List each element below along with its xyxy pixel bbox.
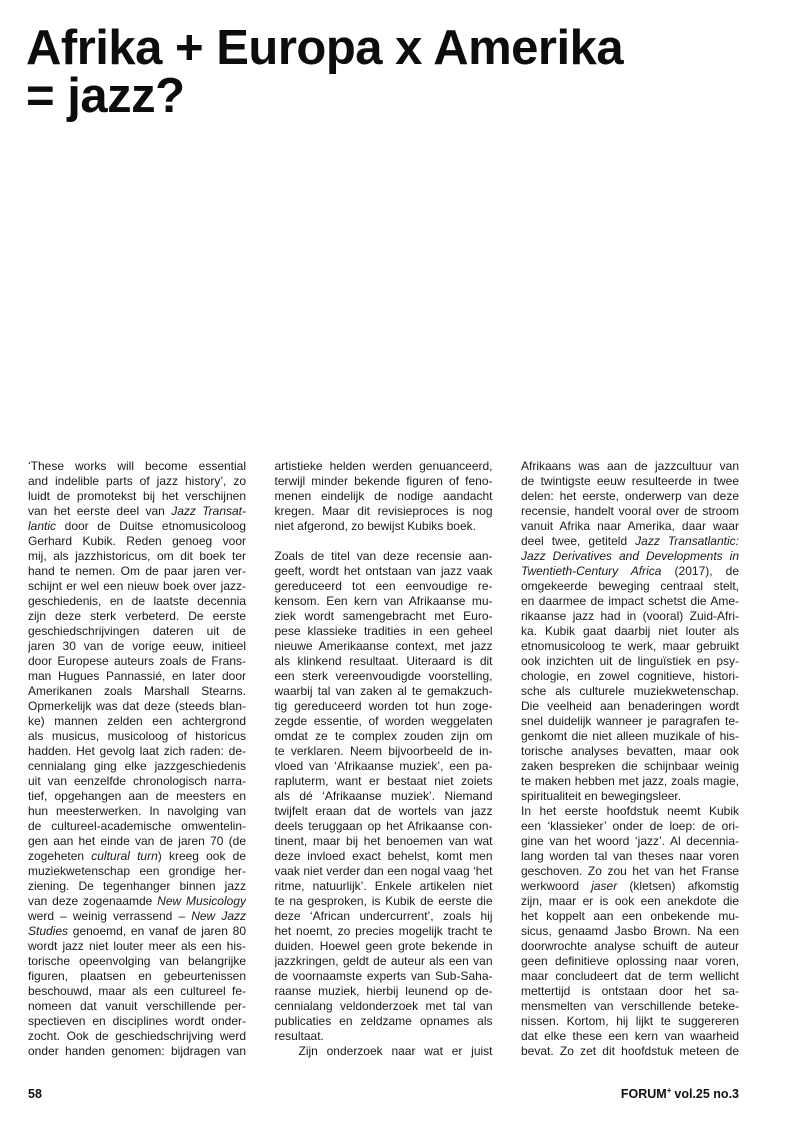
text-segment: beschouwd, maar als een cultureel fe-: [28, 984, 246, 998]
text-segment: geschiedenis, en de laatste decennia: [28, 594, 246, 608]
text-column-1: [28, 459, 246, 1059]
text-segment: nieuwe Amerikaanse context, met jazz: [274, 639, 493, 653]
article-title: [26, 21, 624, 123]
text-line: [521, 879, 739, 894]
text-line: [521, 864, 739, 879]
text-line: [275, 789, 493, 804]
text-line: [28, 939, 246, 954]
text-segment: en daarmee de impact schetst die Ame-: [521, 594, 739, 608]
text-segment: sicus, genaamd Jasbo Brown. Na een: [521, 924, 739, 938]
text-line: [28, 504, 246, 519]
text-segment: spiritualiteit en bewegingsleer.: [521, 789, 682, 803]
journal-plus-mark: +: [666, 1086, 672, 1095]
text-segment: lang worden tal van theses naar voren: [521, 849, 739, 863]
text-line: [521, 729, 739, 744]
text-segment: niet afgerond, zo bewijst Kubiks boek.: [274, 519, 476, 533]
text-segment: Gerhard Kubik. Reden genoeg voor: [28, 534, 246, 548]
text-line: [275, 999, 493, 1014]
text-segment: de twintigste eeuw resulteerde in twee: [521, 474, 739, 488]
text-segment: ) kreeg ook de: [157, 849, 246, 863]
text-segment: waarbij tal van zaken al te gemakzuch-: [274, 684, 493, 698]
text-line: [28, 759, 246, 774]
text-line: [28, 579, 246, 594]
text-segment: raanse muziek, hierbij leunend op de-: [274, 984, 493, 998]
text-segment: uit van eenzelfde chronologisch narra-: [28, 774, 246, 788]
text-line: [28, 639, 246, 654]
text-segment: torische opeenvolging van belangrijke: [28, 954, 246, 968]
text-segment: gereduceerd tot een eenvoudige re-: [274, 579, 493, 593]
text-segment: ke) mannen zelden een achtergrond: [28, 714, 246, 728]
text-line: [28, 519, 246, 534]
text-segment: spectieven en disciplines wordt onder-: [28, 1014, 246, 1028]
text-segment: genoemd, en vanaf de jaren 80: [68, 924, 246, 938]
text-line: [521, 504, 739, 519]
text-segment: hand te nemen. Om de paar jaren ver-: [28, 564, 246, 578]
text-line: [28, 999, 246, 1014]
text-line: [521, 474, 739, 489]
text-line: [28, 774, 246, 789]
text-segment: een ‘klassieker’ onder de loep: de ori-: [521, 819, 739, 833]
text-segment: geschiedschrijvingen dateren uit de: [28, 624, 246, 638]
text-segment: zaken bespreken die schijnbaar weinig: [521, 759, 739, 773]
text-segment: figuren, plaatsen en gebeurtenissen: [28, 969, 246, 983]
journal-reference: [621, 1083, 739, 1102]
italic-text-segment: Jazz Derivatives and Developments in: [521, 549, 739, 563]
text-line: [521, 849, 739, 864]
text-line: [28, 849, 246, 864]
text-segment: mensmelten van verschillende beteke-: [521, 999, 739, 1013]
text-line: [521, 534, 739, 549]
text-line: [275, 564, 493, 579]
text-segment: zogeheten: [28, 849, 92, 863]
text-segment: door Europese auteurs zoals de Frans-: [28, 654, 246, 668]
text-line: [275, 834, 493, 849]
text-segment: schijnt er wel een nieuw boek over jazz-: [28, 579, 246, 593]
text-segment: Zijn onderzoek naar wat er juist: [298, 1044, 493, 1058]
text-segment: deel twee, getiteld: [521, 534, 636, 548]
text-segment: Opmerkelijk was dat deze (steeds blan-: [28, 699, 246, 713]
text-segment: (kletsen) afkomstig: [617, 879, 739, 893]
italic-text-segment: Twentieth-Century Africa: [521, 564, 662, 578]
text-line: [521, 684, 739, 699]
italic-text-segment: lantic: [28, 519, 57, 533]
text-segment: deels teruggaan op het Afrikaanse con-: [274, 819, 493, 833]
text-line: [28, 924, 246, 939]
text-segment: een sterk vereenvoudigde voorstelling,: [274, 669, 493, 683]
text-line: [521, 999, 739, 1014]
text-segment: te na gesproken, is Kubik de eerste die: [274, 894, 493, 908]
text-segment: terwijl minder bekende figuren of feno-: [274, 474, 493, 488]
text-segment: pese klassieke tradities in een geheel: [274, 624, 493, 638]
text-segment: ritme, natuurlijk’. Enkele artikelen niet: [274, 879, 493, 893]
text-line: [28, 1029, 246, 1044]
text-segment: hun meesterwerken. In navolging van: [28, 804, 246, 818]
text-line: [521, 609, 739, 624]
text-line: [275, 549, 493, 564]
text-line: [28, 984, 246, 999]
text-segment: (2017), de: [661, 564, 739, 578]
text-line: [275, 894, 493, 909]
text-segment: nomeen dat vanuit verschillende per-: [28, 999, 246, 1013]
text-segment: muziekwetenschap een grondige her-: [28, 864, 246, 878]
text-line: [275, 744, 493, 759]
text-segment: doorwrochte analyse schuift de auteur: [521, 939, 739, 953]
text-segment: recensie, handelt vooral over de stroom: [521, 504, 739, 518]
italic-text-segment: New Jazz: [191, 909, 246, 923]
text-segment: als klinkend resultaat. Uiteraard is dit: [274, 654, 493, 668]
text-line: [275, 879, 493, 894]
article-title-line2: = jazz?: [26, 69, 185, 123]
journal-issue: vol.25 no.3: [674, 1087, 739, 1102]
text-segment: tinent, maar bij het benoemen van wat: [274, 834, 493, 848]
text-line: [521, 984, 739, 999]
text-segment: sche als culturele muziekwetenschap.: [521, 684, 739, 698]
text-segment: snel duidelijk wanneer je paragrafen te-: [521, 714, 739, 728]
text-segment: het noemt, zo precies mogelijk tracht te: [274, 924, 493, 938]
text-line: [521, 954, 739, 969]
text-line: [521, 549, 739, 564]
text-segment: deze ‘African undercurrent’, zoals hij: [274, 909, 493, 923]
text-segment: Afrikaans was aan de jazzcultuur van: [521, 459, 739, 473]
text-segment: zijn deze sterk verbeterd. De eerste: [28, 609, 246, 623]
text-line: [28, 609, 246, 624]
text-line: [28, 819, 246, 834]
text-segment: dat elke these een kern van waarheid: [521, 1029, 739, 1043]
text-segment: te verklaren. Neem bijvoorbeeld de in-: [274, 744, 493, 758]
italic-text-segment: jaser: [591, 879, 618, 893]
text-line: [275, 774, 493, 789]
text-line: [275, 939, 493, 954]
text-line: [521, 939, 739, 954]
text-segment: vloed van ‘Afrikaanse muziek’, een pa-: [274, 759, 493, 773]
text-segment: mettertijd is ontstaan door het sa-: [521, 984, 739, 998]
text-line: [28, 684, 246, 699]
text-segment: mij, als jazzhistoricus, om dit boek ter: [28, 549, 246, 563]
text-line: [28, 564, 246, 579]
text-segment: ook inzichten uit de linguïstiek en psy-: [521, 654, 739, 668]
text-segment: kensom. Een kern van Afrikaanse mu-: [274, 594, 493, 608]
text-segment: de cultureel-academische omwentelin-: [28, 819, 246, 833]
text-line: [521, 1044, 739, 1059]
page-footer: [28, 1083, 739, 1102]
text-segment: werkwoord: [521, 879, 592, 893]
text-line: [28, 669, 246, 684]
text-segment: rikaanse jazz had in (vooral) Zuid-Afri-: [521, 609, 739, 623]
text-line: [521, 594, 739, 609]
text-segment: ‘These works will become essential: [28, 459, 246, 473]
text-segment: Amerikanen zoals Marshall Stearns.: [28, 684, 246, 698]
text-segment: het koppelt aan een onbekende mu-: [521, 909, 739, 923]
text-line: [275, 699, 493, 714]
text-line: [275, 504, 493, 519]
text-line: [521, 909, 739, 924]
text-segment: rapluterm, want er bestaat niet zoiets: [274, 774, 493, 788]
italic-text-segment: Jazz Transat-: [171, 504, 246, 518]
text-line: [275, 654, 493, 669]
text-segment: publicaties en zeldzame opnames als: [274, 1014, 493, 1028]
text-segment: geeft, wordt het ontstaan van jazz vaak: [274, 564, 493, 578]
text-segment: man Hugues Pannassié, en later door: [28, 669, 246, 683]
text-line: [28, 894, 246, 909]
text-segment: jazzkringen, geldt de auteur als een van: [274, 954, 493, 968]
text-line: [28, 804, 246, 819]
text-column-3: [521, 459, 739, 1059]
text-line: [275, 804, 493, 819]
text-line: [28, 549, 246, 564]
text-line: [275, 609, 493, 624]
text-segment: hadden. Het gevolg laat zich raden: de-: [28, 744, 246, 758]
text-line: [28, 624, 246, 639]
text-segment: door de Duitse etnomusicoloog: [56, 519, 246, 533]
text-segment: vanuit Afrika naar Amerika, daar waar: [521, 519, 739, 533]
text-line: [28, 594, 246, 609]
text-segment: maar concludeert dat de term wellicht: [521, 969, 739, 983]
text-segment: resultaat.: [274, 1029, 324, 1043]
text-line: [521, 459, 739, 474]
text-line: [275, 969, 493, 984]
text-segment: omdat ze te complex zouden zijn om: [274, 729, 493, 743]
text-line: [28, 474, 246, 489]
text-segment: tief, opgehangen aan de meesters en: [28, 789, 246, 803]
text-segment: als musicus, musicoloog of historicus: [28, 729, 246, 743]
text-line: [275, 594, 493, 609]
text-line: [28, 534, 246, 549]
text-line: [521, 639, 739, 654]
text-segment: Zoals de titel van deze recensie aan-: [274, 549, 493, 563]
text-line: [28, 789, 246, 804]
text-line: [521, 519, 739, 534]
text-segment: kregen. Maar dit revisieproces is nog: [274, 504, 493, 518]
text-segment: zegde essentie, of worden weggelaten: [274, 714, 493, 728]
text-segment: and indelible parts of jazz history’, zo: [28, 474, 246, 488]
text-line: [521, 669, 739, 684]
text-segment: torische analyses bevatten, maar ook: [521, 744, 739, 758]
text-segment: twijfelt eraan dat de wortels van jazz: [274, 804, 493, 818]
text-line: [275, 954, 493, 969]
text-segment: van het eerste deel van: [28, 504, 172, 518]
text-segment: delen: het eerste, onderwerp van deze: [521, 489, 739, 503]
text-segment: gen aan het einde van de jaren 70 (de: [28, 834, 246, 848]
text-line: [28, 864, 246, 879]
text-line: [521, 699, 739, 714]
blank-line: [275, 534, 493, 549]
text-line: [521, 834, 739, 849]
italic-text-segment: New Musicology: [157, 894, 246, 908]
text-line: [28, 654, 246, 669]
text-column-2: [275, 459, 493, 1059]
text-segment: jaren 30 van de vorige eeuw, initieel: [28, 639, 246, 653]
text-segment: duiden. Hoewel geen grote bekende in: [274, 939, 493, 953]
text-line: [275, 1014, 493, 1029]
text-line: [28, 714, 246, 729]
text-line: [521, 924, 739, 939]
text-line: [275, 864, 493, 879]
text-line: [28, 879, 246, 894]
text-line: [275, 489, 493, 504]
italic-text-segment: cultural turn: [91, 849, 158, 863]
text-line: [275, 684, 493, 699]
text-segment: werd – weinig verrassend –: [28, 909, 192, 923]
text-line: [521, 624, 739, 639]
text-segment: zocht. Ook de geschiedschrijving werd: [28, 1029, 246, 1043]
text-line: [28, 699, 246, 714]
text-segment: chologie, en zowel cognitieve, histori-: [521, 669, 739, 683]
text-line: [521, 774, 739, 789]
text-line: [521, 789, 739, 804]
text-segment: wordt jazz niet louter meer als een his-: [28, 939, 246, 953]
text-segment: onder handen genomen: bijdragen van: [28, 1044, 246, 1058]
text-segment: cennialang veldonderzoek met tal van: [274, 999, 493, 1013]
text-segment: vaak niet verder dan een nogal vaag ‘het: [274, 864, 493, 878]
text-segment: als dé ‘Afrikaanse muziek’. Niemand: [274, 789, 493, 803]
text-line: [521, 579, 739, 594]
text-line: [521, 1014, 739, 1029]
text-segment: nissen. Kortom, hij lijkt te suggereren: [521, 1014, 739, 1028]
text-segment: artistieke helden werden genuanceerd,: [274, 459, 493, 473]
text-line: [275, 849, 493, 864]
text-line: [28, 1044, 246, 1059]
text-line: [28, 969, 246, 984]
text-segment: te maken hebben met jazz, zoals magie,: [521, 774, 739, 788]
text-segment: genkomt die niet alleen muzikale of his-: [521, 729, 739, 743]
text-line: [521, 894, 739, 909]
text-segment: luidt de promotekst bij het verschijnen: [28, 489, 246, 503]
text-segment: cennialang ging elke jazzgeschiedenis: [28, 759, 246, 773]
text-segment: gine van het woord ‘jazz’. Al decennia-: [521, 834, 739, 848]
text-line: [275, 519, 493, 534]
text-segment: deze invloed exact behelst, komt men: [274, 849, 493, 863]
text-segment: tig gereduceerd worden tot hun zoge-: [274, 699, 493, 713]
text-line: [275, 624, 493, 639]
text-line: [28, 459, 246, 474]
text-line: [521, 759, 739, 774]
text-line: [521, 1029, 739, 1044]
text-line: [275, 579, 493, 594]
text-line: [28, 489, 246, 504]
text-line: [28, 954, 246, 969]
text-line: [275, 639, 493, 654]
italic-text-segment: Studies: [28, 924, 69, 938]
text-line: [275, 729, 493, 744]
text-segment: van deze zogenaamde: [28, 894, 158, 908]
italic-text-segment: Jazz Transatlantic:: [635, 534, 739, 548]
text-segment: omgekeerde beweging centraal stelt,: [521, 579, 739, 593]
text-segment: geschoven. Zo zou het van het Franse: [521, 864, 739, 878]
text-segment: de voornaamste experts van Sub-Saha-: [274, 969, 493, 983]
text-line: [521, 969, 739, 984]
text-line: [28, 834, 246, 849]
text-line: [275, 819, 493, 834]
text-line: [275, 459, 493, 474]
text-line: [275, 1044, 493, 1059]
article-body: [28, 459, 739, 1059]
text-line: [275, 759, 493, 774]
text-segment: ziening. De tegenhanger binnen jazz: [28, 879, 246, 893]
text-line: [28, 744, 246, 759]
text-segment: ka. Kubik gaat daarbij niet louter als: [521, 624, 739, 638]
text-segment: etnomusicoloog te werk, maar gebruikt: [521, 639, 739, 653]
text-line: [521, 744, 739, 759]
text-line: [275, 714, 493, 729]
text-line: [275, 924, 493, 939]
text-segment: geen definitieve oplossing naar voren,: [521, 954, 739, 968]
article-title-line1: Afrika + Europa x Amerika: [26, 21, 624, 75]
text-line: [521, 714, 739, 729]
text-line: [521, 654, 739, 669]
text-line: [275, 1029, 493, 1044]
text-segment: zijn, maar er is ook een anekdote die: [521, 894, 739, 908]
text-segment: Die veelheid aan benaderingen wordt: [521, 699, 739, 713]
page-number: 58: [28, 1087, 42, 1102]
text-line: [521, 819, 739, 834]
text-segment: ziek wordt samengebracht met Euro-: [274, 609, 493, 623]
journal-name: FORUM: [620, 1087, 667, 1102]
text-line: [275, 909, 493, 924]
text-line: [521, 804, 739, 819]
text-line: [275, 669, 493, 684]
text-segment: bevat. Zo zet dit hoofdstuk meteen de: [521, 1044, 739, 1058]
text-segment: In het eerste hoofdstuk neemt Kubik: [521, 804, 739, 818]
text-line: [521, 489, 739, 504]
text-line: [521, 564, 739, 579]
text-line: [28, 729, 246, 744]
text-line: [275, 984, 493, 999]
text-line: [275, 474, 493, 489]
text-line: [28, 1014, 246, 1029]
text-line: [28, 909, 246, 924]
text-segment: menen eindelijk de nodige aandacht: [274, 489, 493, 503]
